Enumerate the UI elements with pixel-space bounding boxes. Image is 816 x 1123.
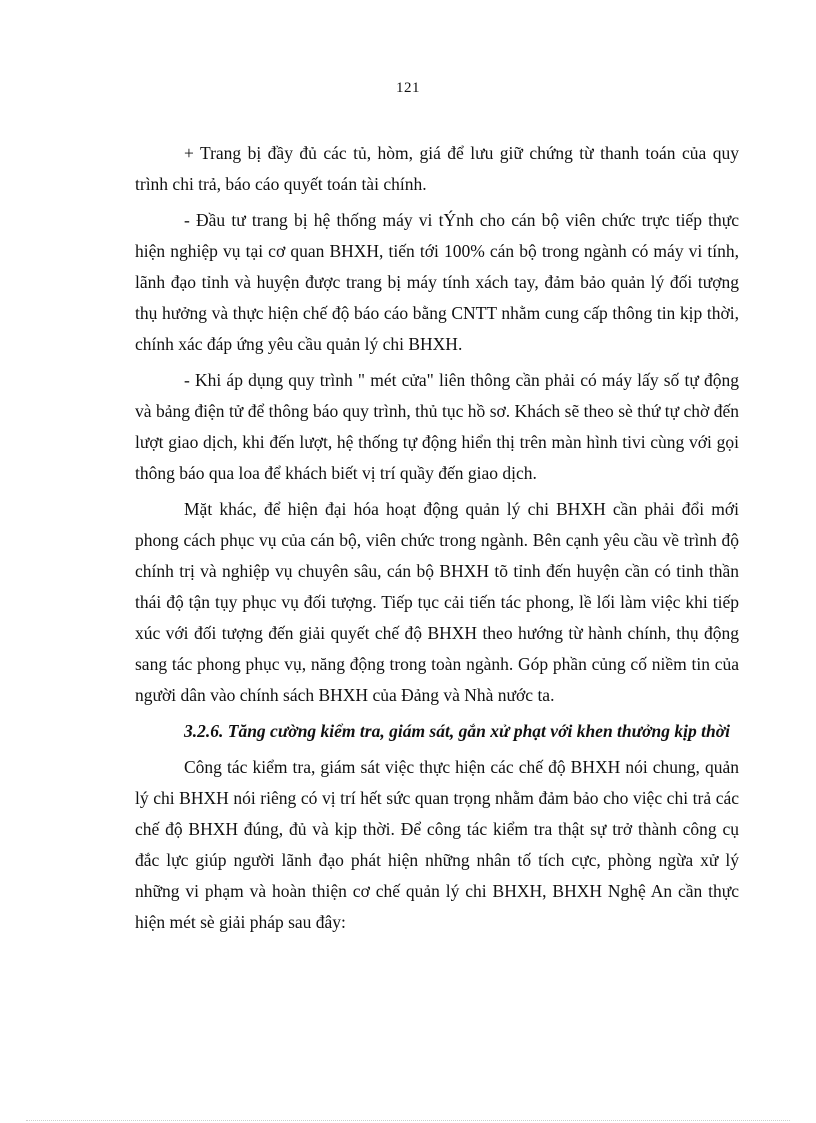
paragraph-computer-investment: - Đầu tư trang bị hệ thống máy vi tÝnh cho cán bộ viên chức trực tiếp thực hiện nghiệp vụ tại cơ quan BHXH, tiến tới 100% cán bộ trong ngành có máy vi tính, lãnh đạo tỉnh và huyện được trang bị máy tính xách tay, đảm bảo quản lý đối tượng thụ hưởng và thực hiện chế độ báo cáo bằng CNTT nhằm cung cấp thông tin kịp thời, chính xác đáp ứng yêu cầu quản lý chi BHXH. <box>135 210 739 354</box>
paragraph-one-stop-process: - Khi áp dụng quy trình " mét cửa" liên thông cần phải có máy lấy số tự động và bảng điện tử để thông báo quy trình, thủ tục hồ sơ. Khách sẽ theo sè thứ tự chờ đến lượt giao dịch, khi đến lượt, hệ thống tự động hiển thị trên màn hình tivi cùng với gọi thông báo qua loa để khách biết vị trí quầy đến giao dịch. <box>135 370 739 483</box>
page-number: 121 <box>396 80 420 96</box>
paragraph-storage-equipment: + Trang bị đầy đủ các tủ, hòm, giá để lưu giữ chứng từ thanh toán của quy trình chi trả, báo cáo quyết toán tài chính. <box>135 143 739 194</box>
page-bottom-divider <box>26 1120 790 1121</box>
page-content <box>135 138 739 943</box>
paragraph-service-style: Mặt khác, để hiện đại hóa hoạt động quản lý chi BHXH cần phải đổi mới phong cách phục vụ của cán bộ, viên chức trong ngành. Bên cạnh yêu cầu về trình độ chính trị và nghiệp vụ chuyên sâu, cán bộ BHXH tõ tỉnh đến huyện cần có tinh thần thái độ tận tụy phục vụ đối tượng. Tiếp tục cải tiến tác phong, lề lối làm việc khi tiếp xúc với đối tượng đến giải quyết chế độ BHXH theo hướng từ hành chính, thụ động sang tác phong phục vụ, năng động trong toàn ngành. Góp phần củng cố niềm tin của người dân vào chính sách BHXH của Đảng và Nhà nước ta. <box>135 499 739 705</box>
section-body-paragraph: Công tác kiểm tra, giám sát việc thực hiện các chế độ BHXH nói chung, quản lý chi BHXH nói riêng có vị trí hết sức quan trọng nhằm đảm bảo cho việc chi trả các chế độ BHXH đúng, đủ và kịp thời. Để công tác kiểm tra thật sự trở thành công cụ đắc lực giúp người lãnh đạo phát hiện những nhân tố tích cực, phòng ngừa xử lý những vi phạm và hoàn thiện cơ chế quản lý chi BHXH, BHXH Nghệ An cần thực hiện mét sè giải pháp sau đây: <box>135 757 739 932</box>
section-heading: 3.2.6. Tăng cường kiểm tra, giám sát, gắn xử phạt với khen thưởng kịp thời <box>184 721 730 741</box>
